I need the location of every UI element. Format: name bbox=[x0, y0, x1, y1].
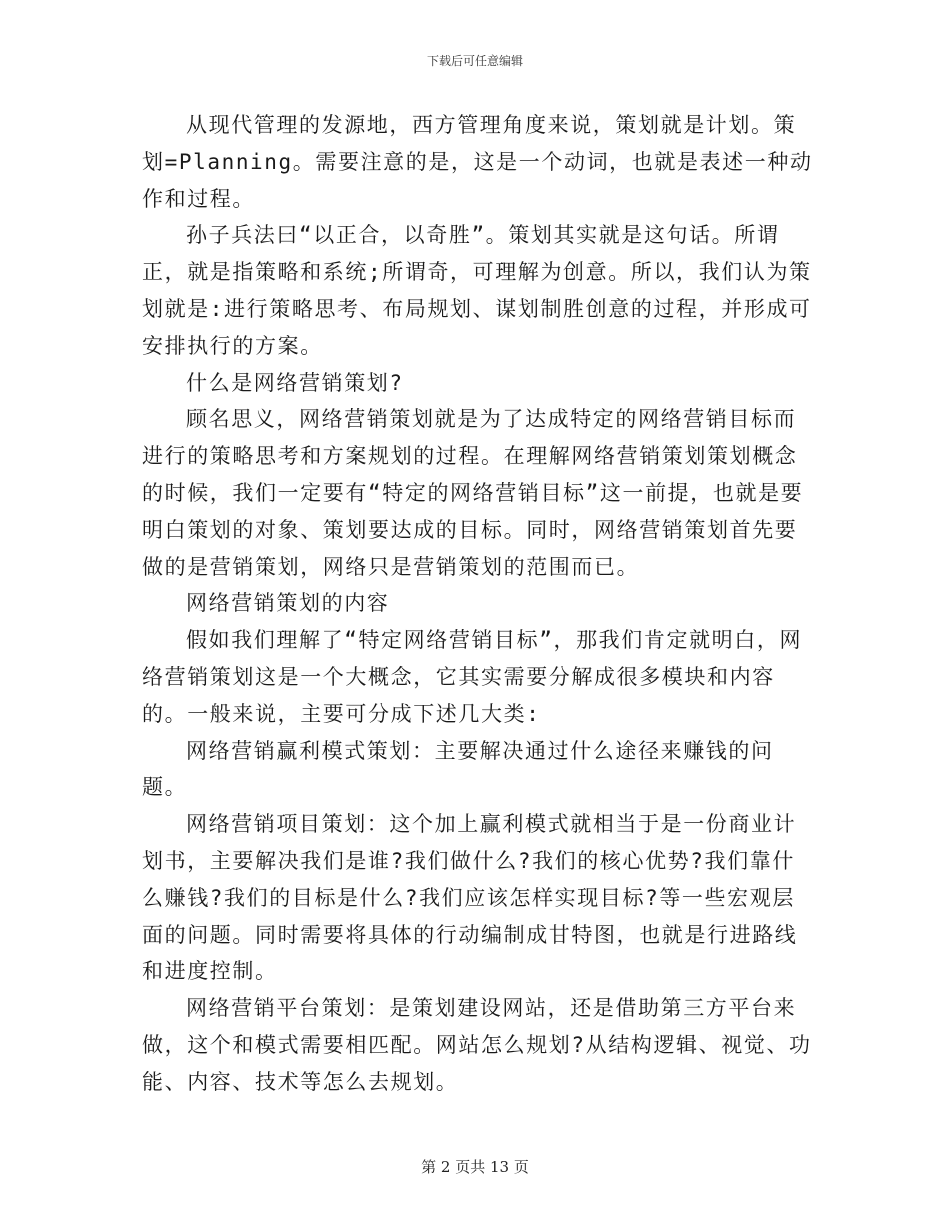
paragraph-planning-definition: 从现代管理的发源地，西方管理角度来说，策划就是计划。策划=Planning。需要注意的是，这是一个动词，也就是表述一种动作和过程。 bbox=[142, 113, 813, 211]
paragraph-network-marketing-planning-meaning: 顾名思义，网络营销策划就是为了达成特定的网络营销目标而进行的策略思考和方案规划的过程。在理解网络营销策划策划概念的时候，我们一定要有“特定的网络营销目标”这一前提，也就是要明白策划的对象、策划要达成的目标。同时，网络营销策划首先要做的是营销策划，网络只是营销策划的范围而已。 bbox=[142, 407, 804, 579]
heading-network-marketing-planning-content: 网络营销策划的内容 bbox=[186, 591, 390, 616]
page-header: 下载后可任意编辑 bbox=[426, 54, 523, 68]
paragraph-sunzi-quote: 孙子兵法曰“以正合，以奇胜”。策划其实就是这句话。所谓正，就是指策略和系统;所谓奇，可理解为创意。所以，我们认为策划就是:进行策略思考、布局规划、谋划制胜创意的过程，并形成可安排执行的方案。 bbox=[142, 223, 812, 358]
page-footer: 第 2 页共 13 页 bbox=[421, 1158, 529, 1176]
paragraph-project-planning: 网络营销项目策划：这个加上赢利模式就相当于是一份商业计划书，主要解决我们是谁?我们做什么?我们的核心优势?我们靠什么赚钱?我们的目标是什么?我们应该怎样实现目标?等一些宏观层面的问题。同时需要将具体的行动编制成甘特图，也就是行进路线和进度控制。 bbox=[142, 812, 798, 984]
paragraph-content-overview: 假如我们理解了“特定网络营销目标”，那我们肯定就明白，网络营销策划这是一个大概念，它其实需要分解成很多模块和内容的。一般来说，主要可分成下述几大类: bbox=[142, 628, 803, 726]
document-body bbox=[142, 107, 817, 1101]
paragraph-platform-planning: 网络营销平台策划：是策划建设网站，还是借助第三方平台来做，这个和模式需要相匹配。网站怎么规划?从结构逻辑、视觉、功能、内容、技术等怎么去规划。 bbox=[142, 996, 812, 1094]
paragraph-profit-model-planning: 网络营销赢利模式策划：主要解决通过什么途径来赚钱的问题。 bbox=[142, 738, 774, 800]
heading-what-is-network-marketing-planning: 什么是网络营销策划? bbox=[186, 370, 404, 395]
